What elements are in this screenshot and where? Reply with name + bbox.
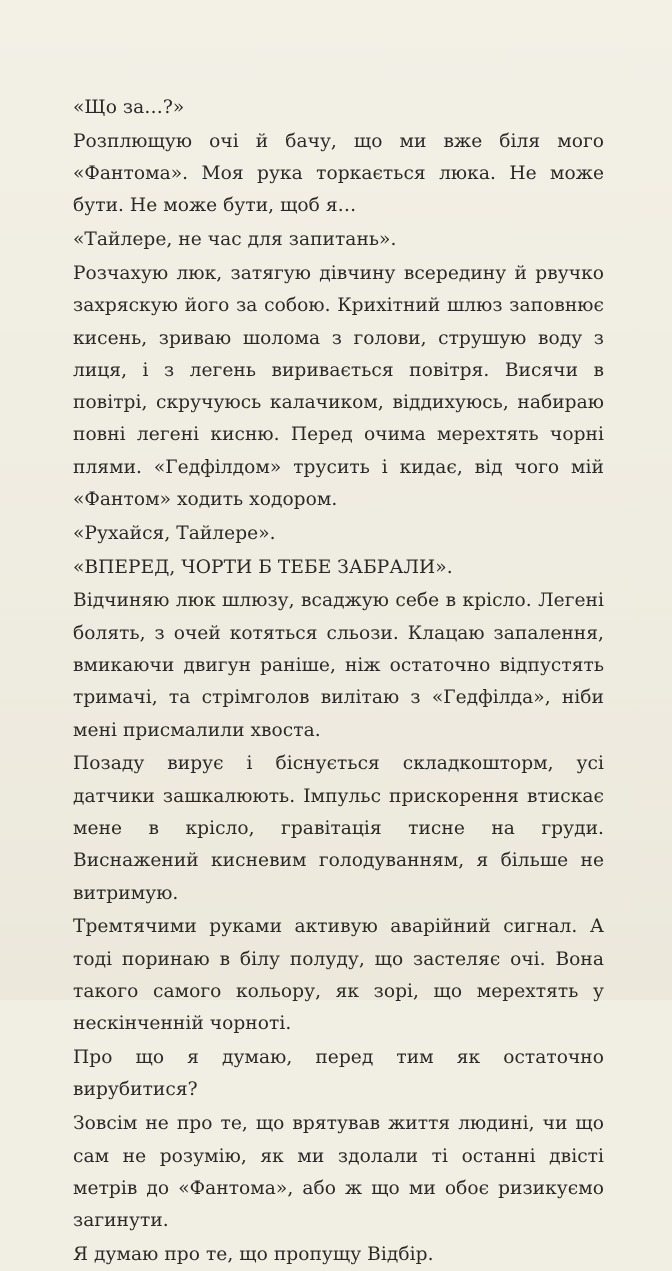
paragraph: Зовсім не про те, що врятував життя людині, чи що сам не розумію, як ми здолали ті останні двісті метрів до «Фантома», або ж що ми обоє ризикуємо загинути. bbox=[73, 1113, 604, 1232]
paragraph: Тремтячими руками активую аварійний сигнал. А тоді поринаю в білу полуду, що застеляє очі. Вона такого самого кольору, як зорі, що мерехтять у нескінченній чорноті. bbox=[73, 916, 604, 1035]
paragraph: Я думаю про те, що пропущу Відбір. bbox=[73, 1243, 434, 1265]
paragraph: «Тайлере, не час для запитань». bbox=[73, 229, 397, 251]
paragraph: «ВПЕРЕД, ЧОРТИ Б ТЕБЕ ЗАБРАЛИ». bbox=[73, 556, 453, 578]
paragraph: «Рухайся, Тайлере». bbox=[73, 522, 276, 544]
paragraph: Позаду вирує і біснується складкошторм, усі датчики зашкалюють. Імпульс прискорення втискає мене в крісло, гравітація тисне на груди. Виснажений кисневим голодуванням, я більше не витримую. bbox=[73, 753, 604, 904]
paragraph: Відчиняю люк шлюзу, всаджую себе в крісло. Легені болять, з очей котяться сльози. Клацаю запалення, вмикаючи двигун раніше, ніж остаточно відпустять тримачі, та стрімголов вилітаю з «Гедфілда», ніби мені присмалили хвоста. bbox=[73, 590, 604, 741]
paragraph: «Що за…?» bbox=[73, 97, 185, 118]
page-body-text bbox=[73, 92, 604, 1271]
paragraph: Розплющую очі й бачу, що ми вже біля мого «Фантома». Моя рука торкається люка. Не може бути. Не може бути, щоб я… bbox=[73, 130, 604, 217]
paragraph: Про що я думаю, перед тим як остаточно вирубитися? bbox=[73, 1047, 604, 1101]
paragraph: Розчахую люк, затягую дівчину всередину й рвучко захряскую його за собою. Крихітний шлюз заповнює кисень, зриваю шолома з голови, струшую воду з лиця, і з легень виривається повітря. Висячи в повітрі, скручуюсь калачиком, віддихуюсь, набираю повні легені кисню. Перед очима мерехтять чорні плями. «Гедфілдом» трусить і кидає, від чого мій «Фантом» ходить ходором. bbox=[73, 262, 604, 511]
